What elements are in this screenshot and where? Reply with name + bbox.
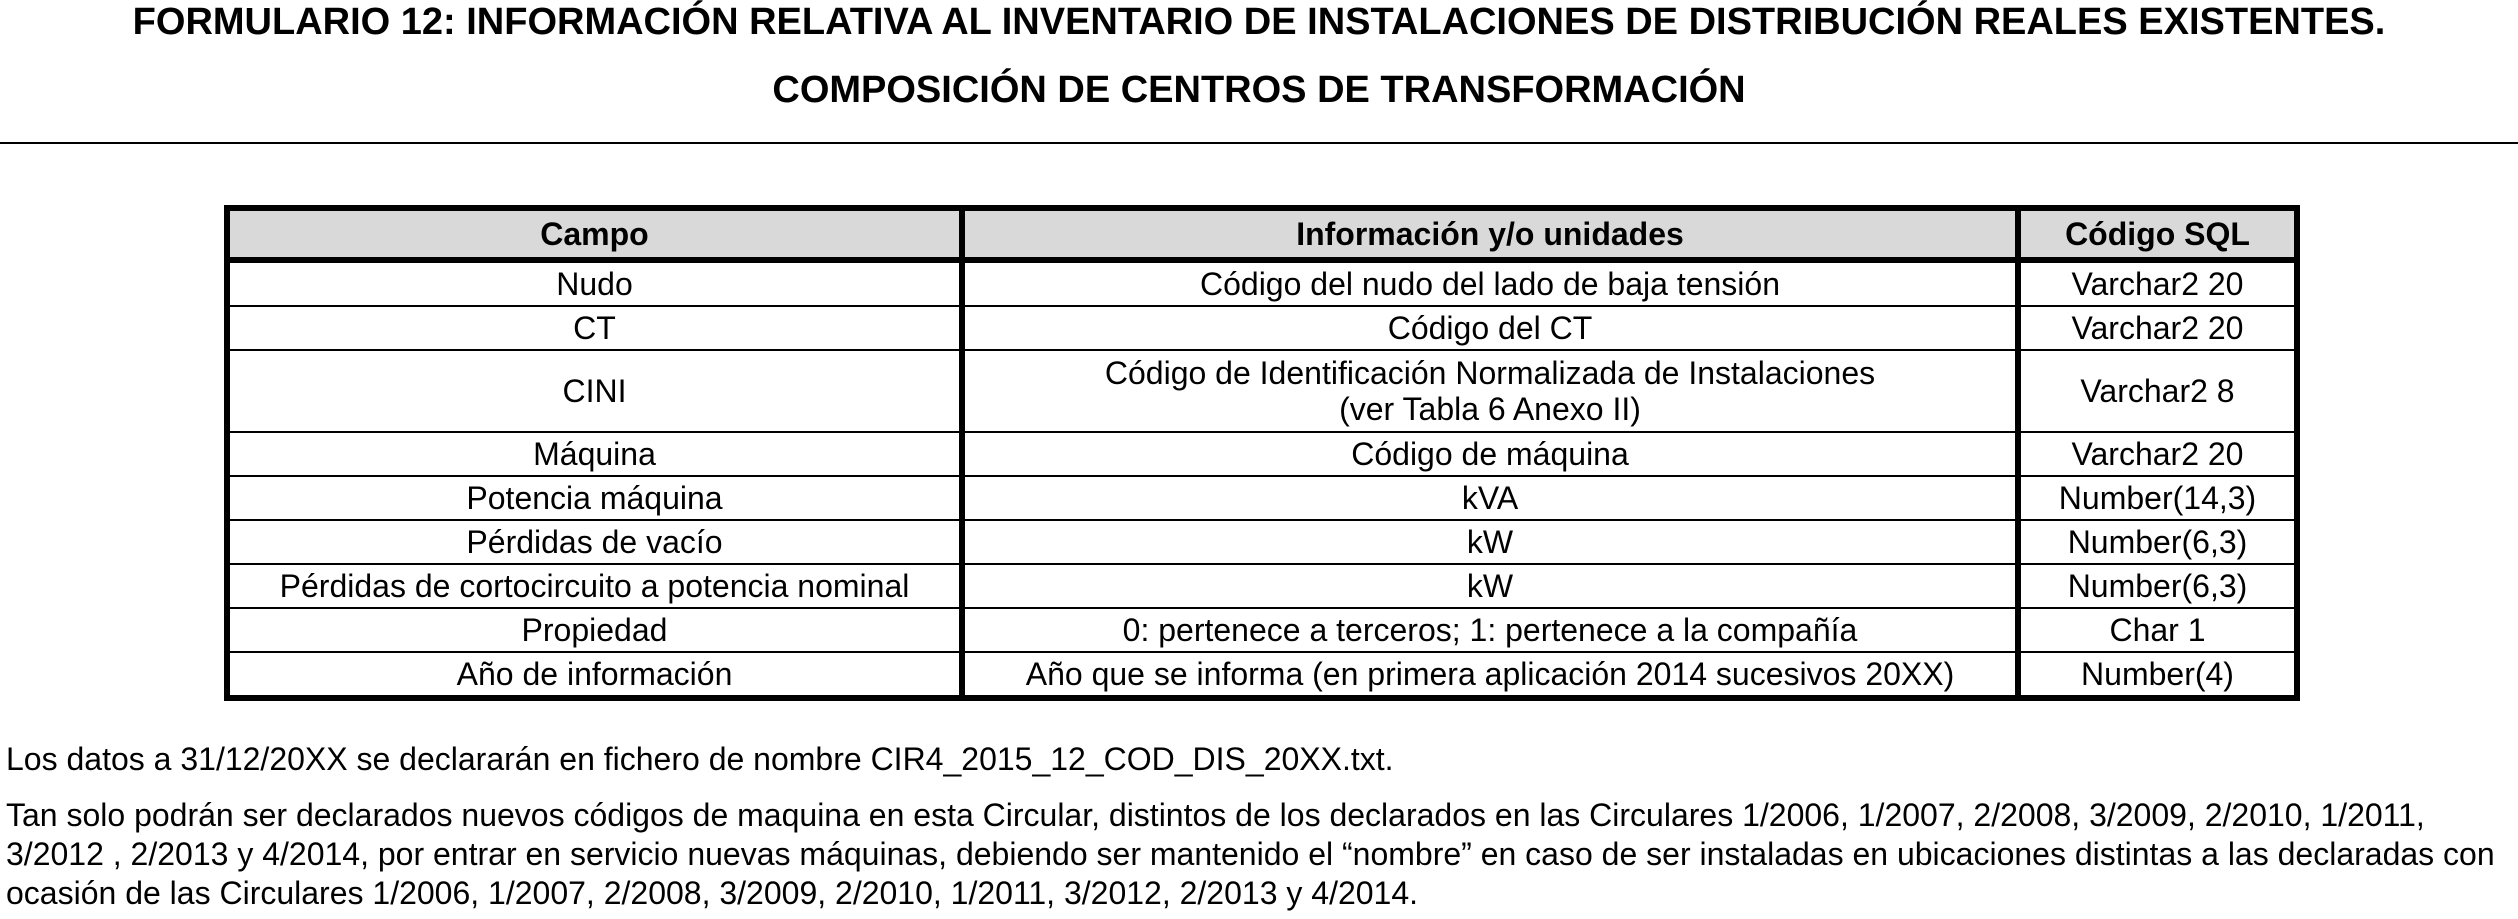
cell-info: Código del CT [962, 306, 2018, 350]
cell-info-line1: Código de Identificación Normalizada de Instalaciones [1104, 355, 1876, 391]
cell-campo: Año de información [227, 652, 962, 698]
fields-table [224, 205, 2300, 701]
table-row [227, 608, 2297, 652]
table-row [227, 476, 2297, 520]
cell-info: kVA [962, 476, 2018, 520]
table-row [227, 350, 2297, 432]
cell-sql: Varchar2 8 [2018, 350, 2297, 432]
machine-codes-note: Tan solo podrán ser declarados nuevos códigos de maquina en esta Circular, distintos de los declarados en las Circulares 1/2006, 1/2007, 2/2008, 3/2009, 2/2010, 1/2011, 3/2012 , 2/2013 y 4/2014, por entrar en servicio nuevas máquinas, debiendo ser mantenido el “nombre” en caso de ser instaladas en ubicaciones distintas a las declaradas con ocasión de las Circulares 1/2006, 1/2007, 2/2008, 3/2009, 2/2010, 1/2011, 3/2012, 2/2013 y 4/2014. [6, 797, 2495, 911]
table-row [227, 564, 2297, 608]
table-row [227, 306, 2297, 350]
cell-info-line2: (ver Tabla 6 Anexo II) [1339, 391, 1641, 427]
cell-campo: CINI [227, 350, 962, 432]
cell-campo: CT [227, 306, 962, 350]
cell-campo: Potencia máquina [227, 476, 962, 520]
table-row [227, 260, 2297, 306]
header-campo: Campo [227, 208, 962, 260]
form-subtitle: COMPOSICIÓN DE CENTROS DE TRANSFORMACIÓN [772, 69, 1746, 111]
cell-info: kW [962, 564, 2018, 608]
cell-sql: Char 1 [2018, 608, 2297, 652]
cell-sql: Number(6,3) [2018, 520, 2297, 564]
cell-sql: Number(14,3) [2018, 476, 2297, 520]
cell-info: Código del nudo del lado de baja tensión [962, 260, 2018, 306]
table-row [227, 652, 2297, 698]
cell-info: 0: pertenece a terceros; 1: pertenece a la compañía [962, 608, 2018, 652]
cell-sql: Number(6,3) [2018, 564, 2297, 608]
cell-campo: Pérdidas de cortocircuito a potencia nominal [227, 564, 962, 608]
file-name-note: Los datos a 31/12/20XX se declararán en fichero de nombre CIR4_2015_12_COD_DIS_20XX.txt. [6, 741, 1394, 777]
table-row [227, 432, 2297, 476]
cell-info: Código de máquina [962, 432, 2018, 476]
cell-campo: Máquina [227, 432, 962, 476]
cell-sql: Varchar2 20 [2018, 260, 2297, 306]
cell-info [962, 350, 2018, 432]
cell-sql: Number(4) [2018, 652, 2297, 698]
table-row [227, 520, 2297, 564]
cell-sql: Varchar2 20 [2018, 432, 2297, 476]
header-informacion: Información y/o unidades [962, 208, 2018, 260]
cell-info: kW [962, 520, 2018, 564]
header-codigo-sql: Código SQL [2018, 208, 2297, 260]
cell-campo: Propiedad [227, 608, 962, 652]
cell-campo: Nudo [227, 260, 962, 306]
header-divider [0, 142, 2518, 144]
table-header-row [227, 208, 2297, 260]
form-title: FORMULARIO 12: INFORMACIÓN RELATIVA AL INVENTARIO DE INSTALACIONES DE DISTRIBUCIÓN REALES EXISTENTES. [132, 1, 2386, 43]
cell-info: Año que se informa (en primera aplicación 2014 sucesivos 20XX) [962, 652, 2018, 698]
cell-campo: Pérdidas de vacío [227, 520, 962, 564]
cell-sql: Varchar2 20 [2018, 306, 2297, 350]
